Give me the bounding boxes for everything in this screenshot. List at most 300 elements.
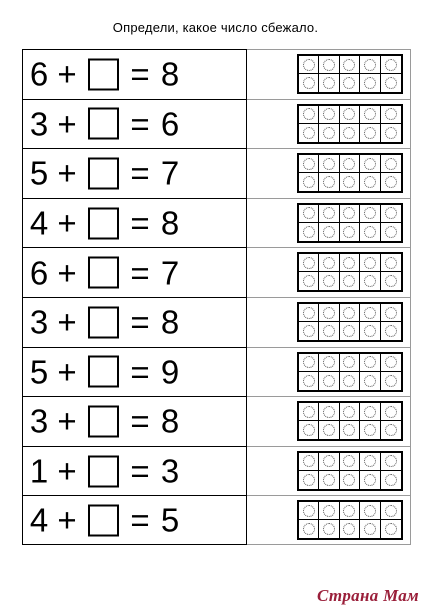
ten-frame-cell	[360, 520, 380, 538]
equation-cell	[22, 99, 247, 149]
addend: 6	[29, 254, 49, 292]
answer-box[interactable]	[88, 108, 119, 140]
ten-frame-cell	[340, 173, 360, 191]
ten-frame-cell	[340, 372, 360, 390]
dotted-circle-icon[interactable]	[323, 356, 335, 368]
addend: 1	[29, 452, 49, 490]
ten-frame-cell	[319, 520, 339, 538]
dotted-circle-icon[interactable]	[343, 307, 355, 319]
dotted-circle-icon[interactable]	[323, 207, 335, 219]
sum: 3	[160, 452, 180, 490]
plus-sign: +	[57, 105, 77, 143]
dotted-circle-icon[interactable]	[364, 226, 376, 238]
dotted-circle-icon[interactable]	[385, 275, 397, 287]
equals-sign: =	[130, 303, 150, 341]
problem-row	[22, 148, 411, 198]
dotted-circle-icon[interactable]	[364, 307, 376, 319]
ten-frame-cell	[381, 173, 401, 191]
equation-cell	[22, 297, 247, 347]
ten-frame-cell	[299, 372, 319, 390]
equals-sign: =	[130, 204, 150, 242]
dotted-circle-icon[interactable]	[385, 505, 397, 517]
equals-sign: =	[130, 353, 150, 391]
equation-cell	[22, 396, 247, 446]
ten-frame-cell	[299, 520, 319, 538]
ten-frame-cell	[360, 471, 380, 489]
ten-frame-cell	[381, 520, 401, 538]
ten-frame-cell	[299, 453, 319, 471]
answer-box[interactable]	[88, 207, 119, 239]
dotted-circle-icon[interactable]	[303, 474, 315, 486]
counting-cell	[247, 446, 411, 496]
dotted-circle-icon[interactable]	[385, 375, 397, 387]
ten-frame-cell	[340, 272, 360, 290]
problem-row	[22, 247, 411, 297]
sum: 8	[160, 204, 180, 242]
ten-frame-cell	[340, 471, 360, 489]
ten-frame-cell	[360, 56, 380, 74]
equation-cell	[22, 347, 247, 397]
counting-cell	[247, 148, 411, 198]
dotted-circle-icon[interactable]	[343, 325, 355, 337]
ten-frame-cell	[319, 403, 339, 421]
equals-sign: =	[130, 452, 150, 490]
ten-frame-cell	[319, 322, 339, 340]
equation	[29, 154, 182, 192]
dotted-circle-icon[interactable]	[364, 325, 376, 337]
dotted-circle-icon[interactable]	[343, 77, 355, 89]
addend: 4	[29, 501, 49, 539]
ten-frame-cell	[360, 173, 380, 191]
dotted-circle-icon[interactable]	[303, 108, 315, 120]
dotted-circle-icon[interactable]	[303, 77, 315, 89]
dotted-circle-icon[interactable]	[385, 325, 397, 337]
dotted-circle-icon[interactable]	[343, 523, 355, 535]
ten-frame-cell	[381, 205, 401, 223]
ten-frame-cell	[340, 322, 360, 340]
sum: 9	[160, 353, 180, 391]
ten-frame-cell	[360, 74, 380, 92]
equation-cell	[22, 148, 247, 198]
ten-frame-cell	[319, 453, 339, 471]
dotted-circle-icon[interactable]	[385, 108, 397, 120]
equation	[29, 402, 182, 440]
ten-frame-cell	[340, 403, 360, 421]
counting-cell	[247, 347, 411, 397]
plus-sign: +	[57, 204, 77, 242]
ten-frame-cell	[299, 471, 319, 489]
ten-frame-cell	[340, 205, 360, 223]
ten-frame-cell	[299, 56, 319, 74]
dotted-circle-icon[interactable]	[385, 406, 397, 418]
answer-box[interactable]	[88, 455, 119, 487]
counting-cell	[247, 198, 411, 248]
ten-frame-cell	[381, 304, 401, 322]
equation	[29, 105, 182, 143]
dotted-circle-icon[interactable]	[364, 127, 376, 139]
ten-frame-cell	[299, 254, 319, 272]
ten-frame-cell	[381, 354, 401, 372]
counting-cell	[247, 297, 411, 347]
ten-frame-cell	[340, 223, 360, 241]
dotted-circle-icon[interactable]	[323, 307, 335, 319]
ten-frame	[297, 252, 403, 292]
ten-frame-cell	[319, 205, 339, 223]
ten-frame-cell	[299, 304, 319, 322]
equation-cell	[22, 446, 247, 496]
dotted-circle-icon[interactable]	[323, 455, 335, 467]
dotted-circle-icon[interactable]	[364, 375, 376, 387]
dotted-circle-icon[interactable]	[303, 375, 315, 387]
counting-cell	[247, 49, 411, 99]
dotted-circle-icon[interactable]	[323, 523, 335, 535]
dotted-circle-icon[interactable]	[364, 356, 376, 368]
answer-box[interactable]	[88, 405, 119, 437]
ten-frame-cell	[299, 354, 319, 372]
sum: 7	[160, 154, 180, 192]
dotted-circle-icon[interactable]	[364, 257, 376, 269]
ten-frame-cell	[340, 304, 360, 322]
dotted-circle-icon[interactable]	[343, 127, 355, 139]
dotted-circle-icon[interactable]	[364, 176, 376, 188]
dotted-circle-icon[interactable]	[364, 207, 376, 219]
sum: 8	[160, 402, 180, 440]
dotted-circle-icon[interactable]	[323, 176, 335, 188]
ten-frame-cell	[299, 74, 319, 92]
equation	[29, 501, 182, 539]
dotted-circle-icon[interactable]	[343, 158, 355, 170]
ten-frame-cell	[340, 520, 360, 538]
ten-frame-cell	[381, 322, 401, 340]
ten-frame-cell	[381, 421, 401, 439]
dotted-circle-icon[interactable]	[364, 59, 376, 71]
sum: 5	[160, 501, 180, 539]
ten-frame-cell	[299, 106, 319, 124]
dotted-circle-icon[interactable]	[385, 176, 397, 188]
dotted-circle-icon[interactable]	[303, 207, 315, 219]
dotted-circle-icon[interactable]	[323, 424, 335, 436]
problem-row	[22, 446, 411, 496]
ten-frame-cell	[299, 155, 319, 173]
ten-frame-cell	[340, 124, 360, 142]
addend: 5	[29, 154, 49, 192]
sum: 6	[160, 105, 180, 143]
ten-frame-cell	[360, 453, 380, 471]
sum: 7	[160, 254, 180, 292]
ten-frame	[297, 500, 403, 540]
plus-sign: +	[57, 452, 77, 490]
dotted-circle-icon[interactable]	[343, 59, 355, 71]
plus-sign: +	[57, 501, 77, 539]
dotted-circle-icon[interactable]	[323, 406, 335, 418]
counting-cell	[247, 495, 411, 545]
equation-cell	[22, 495, 247, 545]
dotted-circle-icon[interactable]	[385, 127, 397, 139]
dotted-circle-icon[interactable]	[364, 158, 376, 170]
equation	[29, 353, 182, 391]
dotted-circle-icon[interactable]	[364, 455, 376, 467]
ten-frame-cell	[319, 372, 339, 390]
dotted-circle-icon[interactable]	[323, 505, 335, 517]
dotted-circle-icon[interactable]	[343, 275, 355, 287]
ten-frame-cell	[360, 502, 380, 520]
ten-frame-cell	[381, 502, 401, 520]
ten-frame-cell	[381, 272, 401, 290]
ten-frame-cell	[319, 471, 339, 489]
ten-frame-cell	[340, 74, 360, 92]
dotted-circle-icon[interactable]	[323, 108, 335, 120]
ten-frame-cell	[381, 155, 401, 173]
dotted-circle-icon[interactable]	[364, 108, 376, 120]
dotted-circle-icon[interactable]	[303, 424, 315, 436]
dotted-circle-icon[interactable]	[385, 356, 397, 368]
equals-sign: =	[130, 501, 150, 539]
dotted-circle-icon[interactable]	[303, 257, 315, 269]
addend: 6	[29, 55, 49, 93]
dotted-circle-icon[interactable]	[323, 77, 335, 89]
ten-frame	[297, 352, 403, 392]
dotted-circle-icon[interactable]	[303, 455, 315, 467]
addend: 4	[29, 204, 49, 242]
dotted-circle-icon[interactable]	[303, 523, 315, 535]
equals-sign: =	[130, 254, 150, 292]
dotted-circle-icon[interactable]	[364, 406, 376, 418]
ten-frame-cell	[319, 106, 339, 124]
dotted-circle-icon[interactable]	[343, 108, 355, 120]
equation-cell	[22, 49, 247, 99]
ten-frame	[297, 203, 403, 243]
ten-frame-cell	[340, 502, 360, 520]
dotted-circle-icon[interactable]	[303, 356, 315, 368]
dotted-circle-icon[interactable]	[343, 257, 355, 269]
ten-frame-cell	[360, 205, 380, 223]
ten-frame-cell	[381, 56, 401, 74]
dotted-circle-icon[interactable]	[323, 226, 335, 238]
dotted-circle-icon[interactable]	[385, 77, 397, 89]
ten-frame-cell	[340, 421, 360, 439]
ten-frame-cell	[360, 272, 380, 290]
ten-frame-cell	[360, 254, 380, 272]
equation-cell	[22, 247, 247, 297]
ten-frame	[297, 401, 403, 441]
dotted-circle-icon[interactable]	[303, 127, 315, 139]
dotted-circle-icon[interactable]	[364, 424, 376, 436]
answer-box[interactable]	[88, 157, 119, 189]
ten-frame-cell	[360, 155, 380, 173]
answer-box[interactable]	[88, 58, 119, 90]
dotted-circle-icon[interactable]	[343, 226, 355, 238]
ten-frame-cell	[340, 155, 360, 173]
ten-frame-cell	[360, 124, 380, 142]
plus-sign: +	[57, 55, 77, 93]
dotted-circle-icon[interactable]	[343, 176, 355, 188]
dotted-circle-icon[interactable]	[323, 474, 335, 486]
ten-frame-cell	[319, 254, 339, 272]
plus-sign: +	[57, 402, 77, 440]
ten-frame-cell	[381, 372, 401, 390]
ten-frame-cell	[381, 74, 401, 92]
ten-frame-cell	[381, 124, 401, 142]
dotted-circle-icon[interactable]	[303, 275, 315, 287]
dotted-circle-icon[interactable]	[303, 176, 315, 188]
dotted-circle-icon[interactable]	[343, 474, 355, 486]
dotted-circle-icon[interactable]	[323, 127, 335, 139]
ten-frame	[297, 54, 403, 94]
sum: 8	[160, 55, 180, 93]
ten-frame-cell	[319, 56, 339, 74]
dotted-circle-icon[interactable]	[343, 505, 355, 517]
dotted-circle-icon[interactable]	[364, 275, 376, 287]
ten-frame-cell	[319, 354, 339, 372]
ten-frame-cell	[381, 106, 401, 124]
dotted-circle-icon[interactable]	[385, 455, 397, 467]
ten-frame-cell	[299, 124, 319, 142]
dotted-circle-icon[interactable]	[385, 226, 397, 238]
dotted-circle-icon[interactable]	[323, 257, 335, 269]
equals-sign: =	[130, 402, 150, 440]
ten-frame-cell	[360, 322, 380, 340]
ten-frame-cell	[360, 421, 380, 439]
dotted-circle-icon[interactable]	[303, 226, 315, 238]
dotted-circle-icon[interactable]	[343, 424, 355, 436]
ten-frame-cell	[319, 304, 339, 322]
dotted-circle-icon[interactable]	[364, 505, 376, 517]
ten-frame-cell	[319, 272, 339, 290]
ten-frame-cell	[319, 173, 339, 191]
equation-cell	[22, 198, 247, 248]
sum: 8	[160, 303, 180, 341]
dotted-circle-icon[interactable]	[303, 505, 315, 517]
ten-frame-cell	[319, 421, 339, 439]
counting-cell	[247, 247, 411, 297]
dotted-circle-icon[interactable]	[364, 77, 376, 89]
ten-frame-cell	[340, 254, 360, 272]
ten-frame-cell	[299, 223, 319, 241]
ten-frame-cell	[299, 205, 319, 223]
ten-frame-cell	[299, 502, 319, 520]
problem-row	[22, 198, 411, 248]
dotted-circle-icon[interactable]	[343, 207, 355, 219]
problem-row	[22, 297, 411, 347]
ten-frame-cell	[360, 403, 380, 421]
ten-frame-cell	[299, 421, 319, 439]
dotted-circle-icon[interactable]	[303, 325, 315, 337]
plus-sign: +	[57, 254, 77, 292]
dotted-circle-icon[interactable]	[323, 375, 335, 387]
answer-box[interactable]	[88, 504, 119, 536]
equation	[29, 254, 182, 292]
ten-frame-cell	[360, 304, 380, 322]
dotted-circle-icon[interactable]	[303, 406, 315, 418]
addend: 3	[29, 105, 49, 143]
dotted-circle-icon[interactable]	[385, 59, 397, 71]
equals-sign: =	[130, 154, 150, 192]
ten-frame-cell	[340, 106, 360, 124]
ten-frame-cell	[299, 173, 319, 191]
dotted-circle-icon[interactable]	[343, 406, 355, 418]
dotted-circle-icon[interactable]	[323, 325, 335, 337]
ten-frame-cell	[360, 354, 380, 372]
ten-frame-cell	[319, 223, 339, 241]
dotted-circle-icon[interactable]	[385, 424, 397, 436]
plus-sign: +	[57, 154, 77, 192]
equation	[29, 55, 182, 93]
dotted-circle-icon[interactable]	[385, 523, 397, 535]
ten-frame-cell	[360, 372, 380, 390]
answer-box[interactable]	[88, 306, 119, 338]
equation	[29, 204, 182, 242]
dotted-circle-icon[interactable]	[343, 455, 355, 467]
equation	[29, 452, 182, 490]
ten-frame-cell	[381, 453, 401, 471]
problem-row	[22, 396, 411, 446]
dotted-circle-icon[interactable]	[303, 307, 315, 319]
ten-frame-cell	[319, 502, 339, 520]
ten-frame-cell	[319, 155, 339, 173]
ten-frame-cell	[381, 223, 401, 241]
ten-frame-cell	[360, 223, 380, 241]
addend: 3	[29, 303, 49, 341]
dotted-circle-icon[interactable]	[385, 158, 397, 170]
dotted-circle-icon[interactable]	[303, 59, 315, 71]
ten-frame-cell	[299, 322, 319, 340]
dotted-circle-icon[interactable]	[364, 474, 376, 486]
ten-frame-cell	[319, 124, 339, 142]
dotted-circle-icon[interactable]	[323, 275, 335, 287]
worksheet-title: Определи, какое число сбежало.	[112, 20, 319, 35]
problem-row	[22, 49, 411, 99]
counting-cell	[247, 99, 411, 149]
answer-box[interactable]	[88, 356, 119, 388]
ten-frame-cell	[319, 74, 339, 92]
dotted-circle-icon[interactable]	[385, 207, 397, 219]
dotted-circle-icon[interactable]	[343, 375, 355, 387]
ten-frame-cell	[340, 56, 360, 74]
ten-frame-cell	[381, 403, 401, 421]
addend: 5	[29, 353, 49, 391]
equals-sign: =	[130, 105, 150, 143]
ten-frame	[297, 104, 403, 144]
dotted-circle-icon[interactable]	[364, 523, 376, 535]
ten-frame-cell	[340, 453, 360, 471]
dotted-circle-icon[interactable]	[343, 356, 355, 368]
ten-frame-cell	[299, 272, 319, 290]
dotted-circle-icon[interactable]	[385, 474, 397, 486]
ten-frame	[297, 302, 403, 342]
addend: 3	[29, 402, 49, 440]
counting-cell	[247, 396, 411, 446]
ten-frame-cell	[381, 254, 401, 272]
plus-sign: +	[57, 353, 77, 391]
dotted-circle-icon[interactable]	[303, 158, 315, 170]
ten-frame-cell	[381, 471, 401, 489]
ten-frame	[297, 451, 403, 491]
dotted-circle-icon[interactable]	[323, 59, 335, 71]
watermark-logo: Страна Мам	[316, 586, 419, 605]
answer-box[interactable]	[88, 257, 119, 289]
equals-sign: =	[130, 55, 150, 93]
dotted-circle-icon[interactable]	[323, 158, 335, 170]
problem-row	[22, 99, 411, 149]
dotted-circle-icon[interactable]	[385, 307, 397, 319]
plus-sign: +	[57, 303, 77, 341]
equation	[29, 303, 182, 341]
problem-row	[22, 495, 411, 545]
dotted-circle-icon[interactable]	[385, 257, 397, 269]
problem-row	[22, 347, 411, 397]
ten-frame	[297, 153, 403, 193]
ten-frame-cell	[340, 354, 360, 372]
